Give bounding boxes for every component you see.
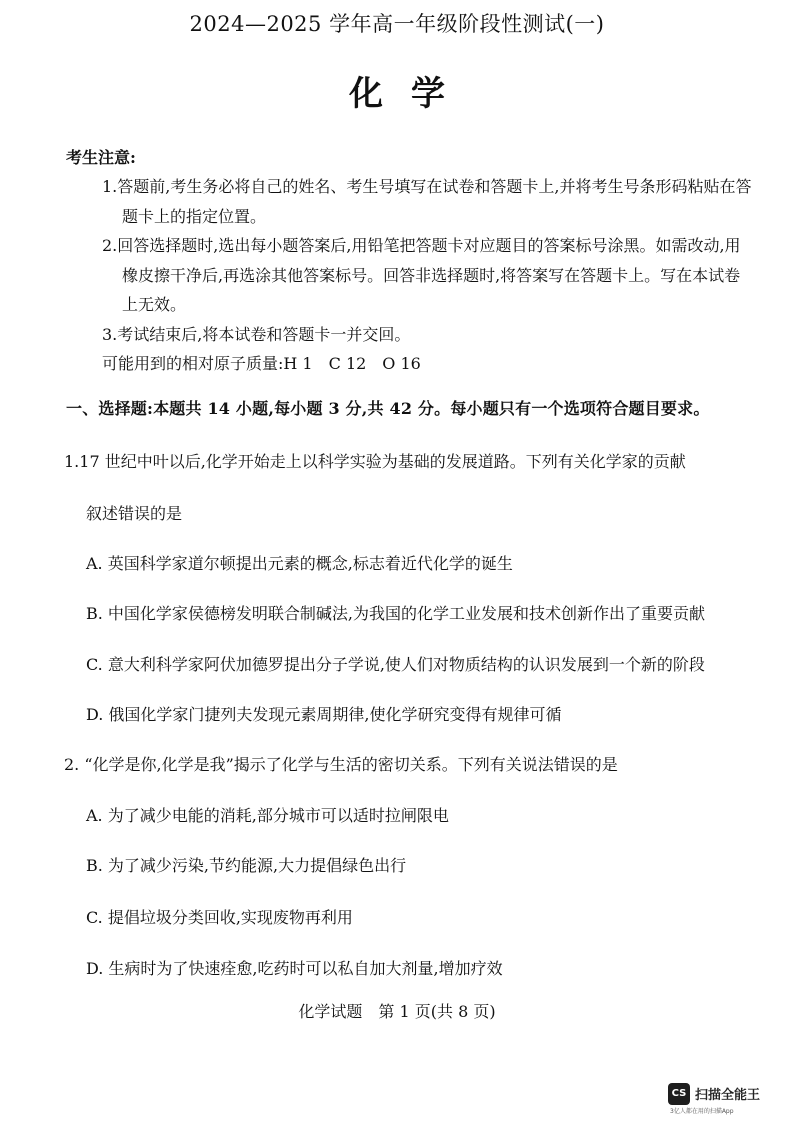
question-1-stem-line2: 叙述错误的是 [86, 504, 183, 523]
notice-item-2: 2.回答选择题时,选出每小题答案后,用铅笔把答题卡对应题目的答案标号涂黑。如需改动,用橡皮擦干净后,再选涂其他答案标号。回答非选择题时,将答案写在答题卡上。写在本试卷上无效。 [102, 236, 741, 314]
question-1-option-c: C. 意大利科学家阿伏加德罗提出分子学说,使人们对物质结构的认识发展到一个新的阶段 [86, 655, 705, 674]
question-1-option-b: B. 中国化学家侯德榜发明联合制碱法,为我国的化学工业发展和技术创新作出了重要贡献 [86, 604, 706, 623]
question-1-option-d: D. 俄国化学家门捷列夫发现元素周期律,使化学研究变得有规律可循 [86, 705, 562, 724]
notice-item-3: 3.考试结束后,将本试卷和答题卡一并交回。 [102, 324, 411, 344]
question-2-stem: 2. “化学是你,化学是我”揭示了化学与生活的密切关系。下列有关说法错误的是 [64, 755, 618, 774]
atomic-mass-note: 可能用到的相对原子质量:H 1 C 12 O 16 [102, 354, 421, 373]
scanner-tagline: 3亿人都在用的扫描App [670, 1108, 734, 1115]
question-2-option-b: B. 为了减少污染,节约能源,大力提倡绿色出行 [86, 856, 407, 875]
question-2-option-a: A. 为了减少电能的消耗,部分城市可以适时拉闸限电 [86, 806, 449, 825]
question-1-option-a: A. 英国科学家道尔顿提出元素的概念,标志着近代化学的诞生 [86, 554, 513, 573]
notice-list [102, 172, 752, 379]
question-1-stem-line1: 1.17 世纪中叶以后,化学开始走上以科学实验为基础的发展道路。下列有关化学家的贡献 [64, 452, 686, 471]
scanner-logo-icon: CS [668, 1083, 690, 1105]
question-2-option-d: D. 生病时为了快速痊愈,吃药时可以私自加大剂量,增加疗效 [86, 959, 503, 978]
section-title: 一、选择题:本题共 14 小题,每小题 3 分,共 42 分。每小题只有一个选项符合题目要求。 [66, 399, 710, 418]
notice-heading: 考生注意: [66, 148, 136, 167]
scanner-app-name: 扫描全能王 [695, 1088, 761, 1103]
exam-title: 2024—2025 学年高一年级阶段性测试(一) [189, 12, 605, 36]
question-2-option-c: C. 提倡垃圾分类回收,实现废物再利用 [86, 908, 353, 927]
subject-title: 化学 [349, 74, 473, 114]
scanner-watermark [668, 1081, 780, 1117]
notice-item-1: 1.答题前,考生务必将自己的姓名、考生号填写在试卷和答题卡上,并将考生号条形码粘贴在答题卡上的指定位置。 [102, 177, 752, 226]
page-footer: 化学试题 第 1 页(共 8 页) [298, 1002, 496, 1021]
